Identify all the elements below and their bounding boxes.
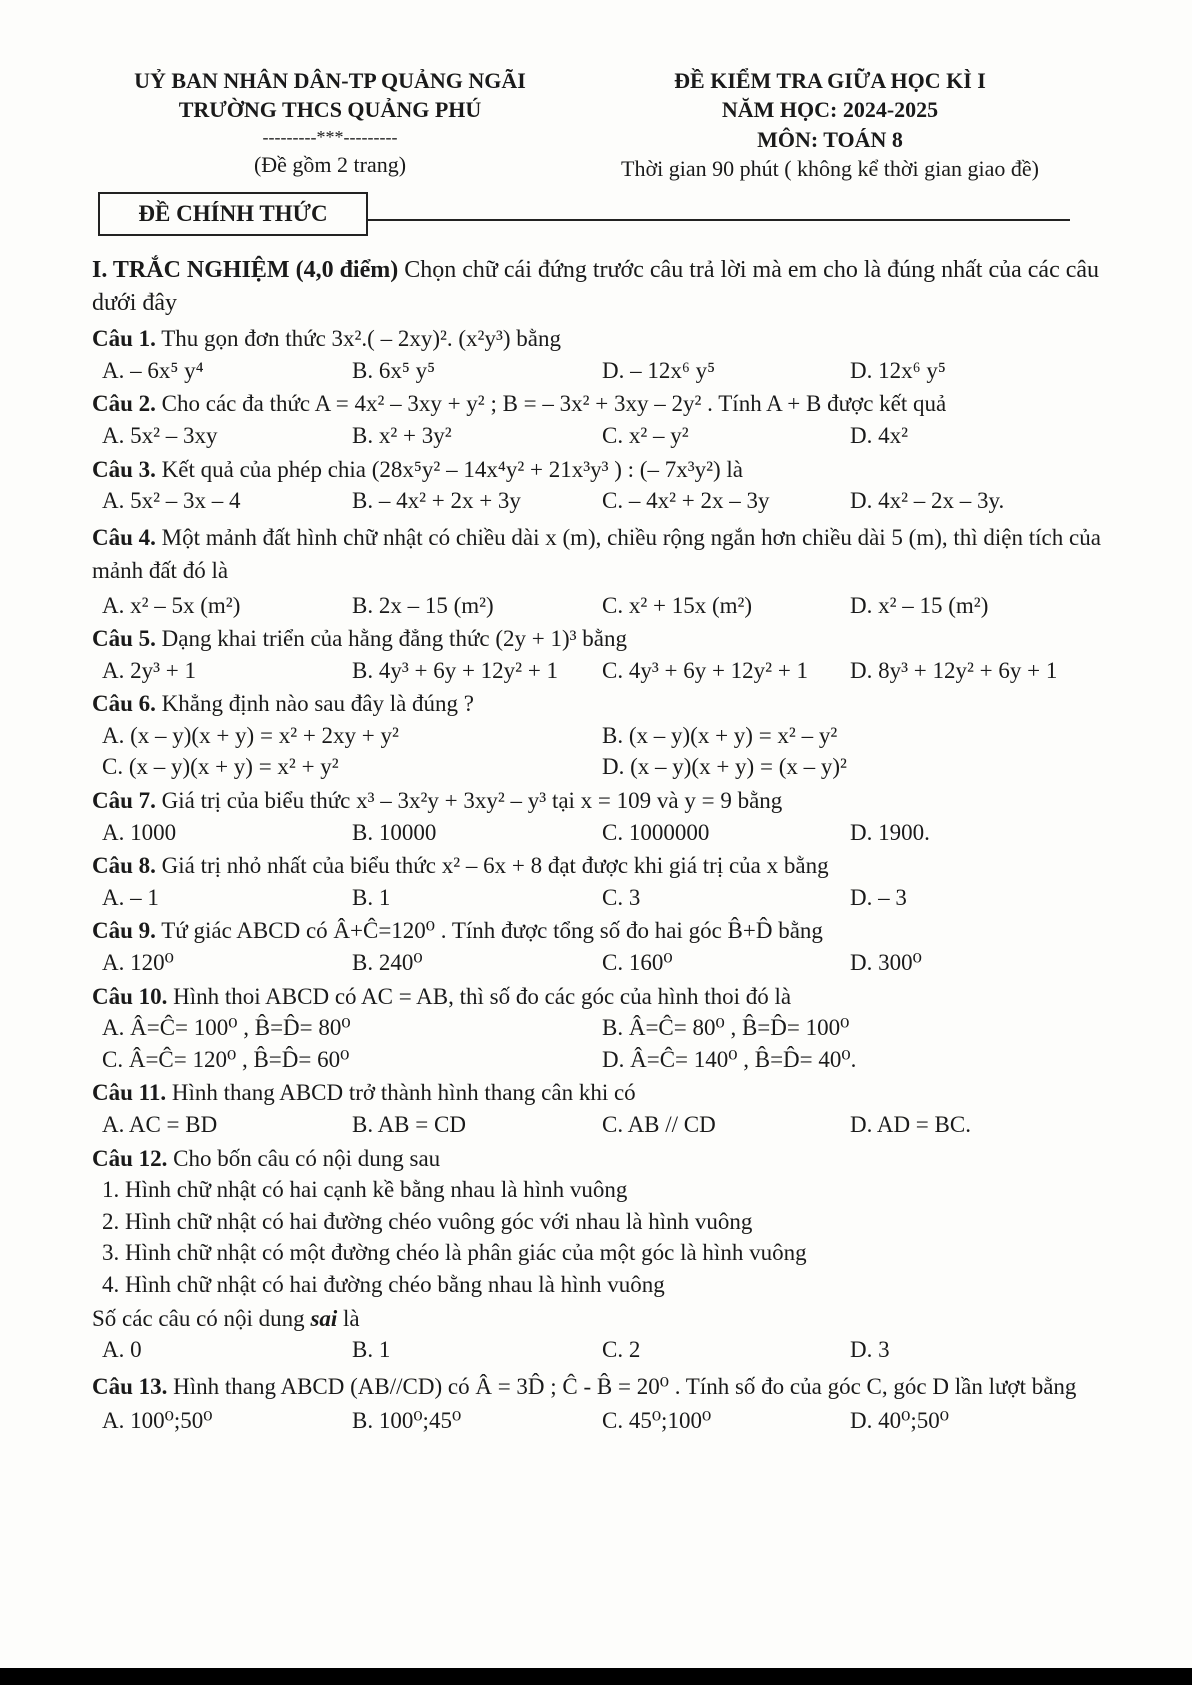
question-2	[92, 390, 1102, 418]
answer-option: A. x² – 5x (m²)	[102, 592, 241, 618]
question-text: Giá trị nhỏ nhất của biểu thức x² – 6x + 8 đạt được khi giá trị của x bằng	[161, 853, 829, 879]
answer-option: C. x² – y²	[602, 423, 689, 449]
question-3	[92, 456, 1102, 484]
answer-option: C. (x – y)(x + y) = x² + y²	[102, 754, 339, 780]
statement-4: 4. Hình chữ nhật có hai đường chéo bằng nhau là hình vuông	[102, 1271, 665, 1297]
answer-option: A. 5x² – 3xy	[102, 423, 218, 449]
school-header	[80, 68, 580, 179]
statement-2: 2. Hình chữ nhật có hai đường chéo vuông góc với nhau là hình vuông	[102, 1208, 753, 1234]
option-row	[102, 1111, 1102, 1139]
question-text: Giá trị của biểu thức x³ – 3x²y + 3xy² – y³ tại x = 109 và y = 9 bằng	[161, 788, 783, 814]
answer-option: C. 2	[602, 1337, 641, 1363]
answer-option: C. 3	[602, 884, 641, 910]
header-divider	[368, 219, 1070, 221]
answer-option: B. 6x⁵ y⁵	[352, 357, 436, 383]
answer-option: D. AD = BC.	[850, 1112, 971, 1137]
question-text: Kết quả của phép chia (28x⁵y² – 14x⁴y² + 21x³y³ ) : (– 7x³y²) là	[161, 456, 744, 482]
school-year: NĂM HỌC: 2024-2025	[721, 97, 939, 123]
section-heading	[92, 254, 1102, 319]
answer-option: C. x² + 15x (m²)	[602, 592, 753, 618]
answer-option: D. Â=Ĉ= 140⁰ , B̂=D̂= 40⁰.	[602, 1046, 857, 1072]
question-13	[92, 1370, 1102, 1403]
section-title: I. TRẮC NGHIỆM (4,0 điểm)	[92, 257, 399, 283]
committee-name: UỶ BAN NHÂN DÂN-TP QUẢNG NGÃI	[134, 68, 526, 93]
question-text: Dạng khai triển của hằng đẳng thức (2y + 1)³ bằng	[161, 626, 628, 652]
option-row	[102, 592, 1102, 620]
answer-option: D. x² – 15 (m²)	[850, 592, 989, 618]
option-row	[102, 422, 1102, 450]
statement-3: 3. Hình chữ nhật có một đường chéo là phân giác của một góc là hình vuông	[102, 1240, 807, 1266]
option-row	[102, 657, 1102, 685]
section-instruction: Chọn chữ cái đứng trước câu trả lời mà em cho là đúng nhất của các câu dưới đây	[92, 257, 1100, 316]
answer-option: B. 240⁰	[352, 950, 423, 976]
option-row	[102, 1014, 1102, 1042]
answer-option: D. 12x⁶ y⁵	[850, 357, 946, 383]
question-label: Câu 9.	[92, 918, 156, 944]
answer-option: B. x² + 3y²	[352, 423, 452, 449]
question-10	[92, 983, 1102, 1011]
answer-option: B. 1	[352, 884, 391, 910]
question-label: Câu 5.	[92, 626, 156, 652]
official-label-box: ĐỀ CHÍNH THỨC	[98, 192, 368, 236]
answer-option: A. Â=Ĉ= 100⁰ , B̂=D̂= 80⁰	[102, 1015, 351, 1041]
answer-option: D. – 12x⁶ y⁵	[602, 357, 716, 383]
question-8	[92, 852, 1102, 880]
question-text: Khẳng định nào sau đây là đúng ?	[161, 691, 474, 717]
answer-option: C. 1000000	[602, 819, 710, 845]
answer-option: A. AC = BD	[102, 1112, 218, 1137]
answer-option: C. 4y³ + 6y + 12y² + 1	[602, 657, 809, 683]
statement-1: 1. Hình chữ nhật có hai cạnh kề bằng nhau là hình vuông	[102, 1177, 628, 1203]
question-text: Thu gọn đơn thức 3x².( – 2xy)². (x²y³) bằng	[161, 326, 561, 352]
answer-option: C. – 4x² + 2x – 3y	[602, 488, 770, 514]
option-row	[102, 884, 1102, 912]
question-label: Câu 3.	[92, 456, 156, 482]
subject: MÔN: TOÁN 8	[757, 126, 903, 152]
answer-option: C. 160⁰	[602, 950, 673, 976]
answer-option: A. (x – y)(x + y) = x² + 2xy + y²	[102, 722, 399, 748]
answer-option: D. 4x² – 2x – 3y.	[850, 488, 1005, 514]
question-text: Cho bốn câu có nội dung sau	[173, 1145, 441, 1171]
school-name: TRƯỜNG THCS QUẢNG PHÚ	[178, 97, 482, 123]
question-6	[92, 690, 1102, 718]
separator-stars: ---------***---------	[262, 126, 398, 147]
answer-option: C. AB // CD	[602, 1112, 716, 1137]
option-row	[102, 1407, 1102, 1435]
question-7	[92, 787, 1102, 815]
time-note: Thời gian 90 phút ( không kể thời gian giao đề)	[621, 156, 1039, 182]
prompt-emphasis: sai	[310, 1305, 338, 1331]
question-4	[92, 521, 1102, 588]
answer-option: D. 8y³ + 12y² + 6y + 1	[850, 657, 1058, 683]
answer-option: A. 0	[102, 1337, 142, 1363]
question-text: Một mảnh đất hình chữ nhật có chiều dài x (m), chiều rộng ngắn hơn chiều dài 5 (m), thì diện tích của mảnh đất đó là	[92, 524, 1101, 584]
exam-body	[92, 254, 1102, 1439]
answer-option: A. – 1	[102, 884, 159, 910]
answer-option: C. Â=Ĉ= 120⁰ , B̂=D̂= 60⁰	[102, 1046, 350, 1072]
answer-option: A. 1000	[102, 819, 177, 845]
answer-option: B. 100⁰;45⁰	[352, 1408, 462, 1434]
option-row	[102, 487, 1102, 515]
exam-header	[600, 68, 1060, 183]
question-text: Hình thang ABCD trở thành hình thang cân khi có	[171, 1080, 636, 1106]
answer-option: D. 40⁰;50⁰	[850, 1408, 949, 1434]
answer-option: B. 10000	[352, 819, 437, 845]
question-text: Hình thoi ABCD có AC = AB, thì số đo các góc của hình thoi đó là	[173, 983, 792, 1009]
question-text: Hình thang ABCD (AB//CD) có Â = 3D̂ ; Ĉ - B̂ = 20⁰ . Tính số đo của góc C, góc D lần lượt bằng	[173, 1373, 1077, 1399]
answer-option: D. 3	[850, 1337, 890, 1363]
question-label: Câu 1.	[92, 326, 156, 352]
answer-option: A. 120⁰	[102, 950, 174, 976]
answer-option: B. Â=Ĉ= 80⁰ , B̂=D̂= 100⁰	[602, 1015, 850, 1041]
answer-option: A. – 6x⁵ y⁴	[102, 357, 204, 383]
answer-option: B. (x – y)(x + y) = x² – y²	[602, 722, 838, 748]
question-label: Câu 4.	[92, 524, 156, 550]
answer-option: B. – 4x² + 2x + 3y	[352, 488, 521, 514]
prompt-suffix: là	[337, 1305, 360, 1331]
question-label: Câu 13.	[92, 1373, 168, 1399]
answer-option: D. 4x²	[850, 423, 909, 449]
prompt-prefix: Số các câu có nội dung	[92, 1305, 311, 1331]
answer-option: A. 5x² – 3x – 4	[102, 488, 241, 514]
question-label: Câu 8.	[92, 853, 156, 879]
answer-option: B. 4y³ + 6y + 12y² + 1	[352, 657, 559, 683]
option-row	[102, 1046, 1102, 1074]
page-count-note: (Đề gồm 2 trang)	[253, 152, 407, 178]
answer-option: A. 100⁰;50⁰	[102, 1408, 213, 1434]
answer-option: D. (x – y)(x + y) = (x – y)²	[602, 754, 847, 780]
question-text: Tứ giác ABCD có Â+Ĉ=120⁰ . Tính được tổng số đo hai góc B̂+D̂ bằng	[161, 918, 823, 944]
question-label: Câu 2.	[92, 391, 156, 417]
question-label: Câu 6.	[92, 691, 156, 717]
answer-option: A. 2y³ + 1	[102, 657, 196, 683]
question-9	[92, 917, 1102, 945]
exam-title: ĐỀ KIỂM TRA GIỮA HỌC KÌ I	[674, 68, 986, 93]
question-text: Cho các đa thức A = 4x² – 3xy + y² ; B = – 3x² + 3xy – 2y² . Tính A + B được kết quả	[161, 391, 947, 417]
question-12	[92, 1145, 1102, 1173]
scan-bottom-edge	[0, 1668, 1192, 1685]
answer-option: B. 2x – 15 (m²)	[352, 592, 494, 618]
option-row	[102, 819, 1102, 847]
question-label: Câu 10.	[92, 983, 168, 1009]
option-row	[102, 753, 1102, 781]
option-row	[102, 949, 1102, 977]
question-12-prompt	[92, 1305, 1102, 1333]
option-row	[102, 722, 1102, 750]
question-5	[92, 625, 1102, 653]
question-list	[92, 325, 1102, 1434]
option-row	[102, 1336, 1102, 1364]
answer-option: B. AB = CD	[352, 1112, 466, 1137]
question-1	[92, 325, 1102, 353]
answer-option: D. 1900.	[850, 819, 930, 845]
answer-option: B. 1	[352, 1337, 391, 1363]
question-label: Câu 12.	[92, 1145, 168, 1171]
answer-option: D. – 3	[850, 884, 907, 910]
question-label: Câu 7.	[92, 788, 156, 814]
answer-option: D. 300⁰	[850, 950, 922, 976]
answer-option: C. 45⁰;100⁰	[602, 1408, 712, 1434]
question-11	[92, 1079, 1102, 1107]
option-row	[102, 357, 1102, 385]
question-label: Câu 11.	[92, 1080, 167, 1106]
